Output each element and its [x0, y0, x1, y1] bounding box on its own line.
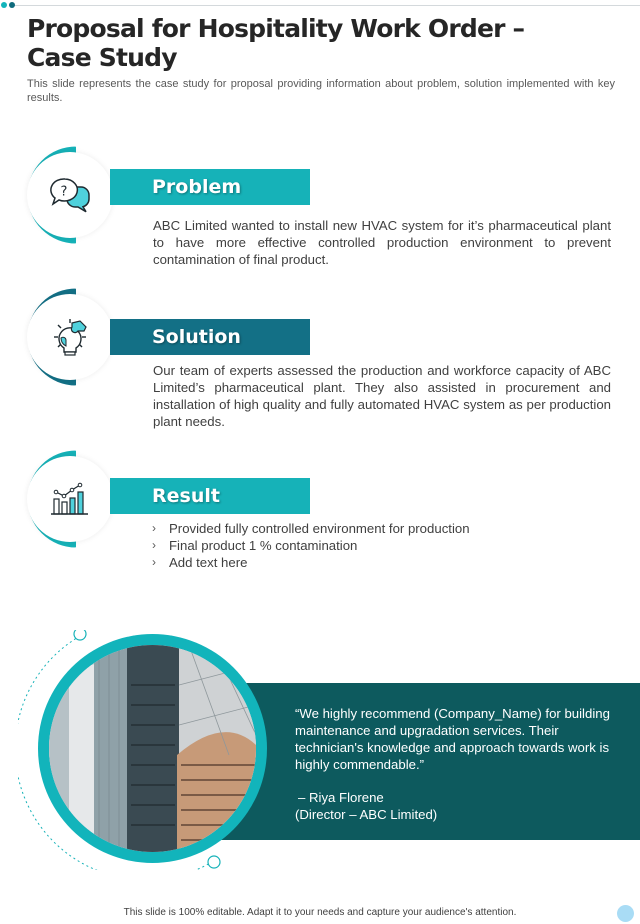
chevron-right-icon: › — [152, 538, 156, 552]
list-item — [152, 554, 612, 571]
bar-chart-growth-icon — [50, 481, 90, 517]
list-item — [152, 520, 612, 537]
speech-bubbles-question-icon — [49, 177, 91, 213]
svg-text:?: ? — [60, 184, 68, 200]
bullet-text: Final product 1 % contamination — [169, 538, 358, 553]
bullet-text: Provided fully controlled environment for production — [169, 521, 470, 536]
icon-circle — [27, 294, 113, 380]
decor-corner-dot — [617, 905, 634, 922]
section-body: Our team of experts assessed the production and workforce capacity of ABC Limited’s pharmaceutical plant. They also assisted in procurement and installation of high quality and fully automated HVAC system as per production plant needs. — [153, 363, 611, 429]
decor-dot — [1, 2, 7, 8]
lightbulb-puzzle-icon — [50, 317, 90, 357]
footer-note: This slide is 100% editable. Adapt it to your needs and capture your audience's attention. — [123, 907, 517, 918]
section-header-band — [110, 478, 310, 514]
result-bullet-list — [152, 520, 612, 571]
testimonial-author: – Riya Florene — [298, 790, 384, 805]
decor-dot — [9, 2, 15, 8]
icon-circle — [27, 152, 113, 238]
section-body: ABC Limited wanted to install new HVAC system for it’s pharmaceutical plant to have more effective controlled production environment to prevent contamination of final product. — [153, 218, 611, 267]
chevron-right-icon: › — [152, 521, 156, 535]
list-item — [152, 537, 612, 554]
city-skyscrapers-photo — [49, 645, 256, 852]
section-title: Solution — [152, 326, 241, 348]
section-header-band — [110, 319, 310, 355]
testimonial-quote: “We highly recommend (Company_Name) for building maintenance and upgradation services. Their technician's knowledge and approach towards work is highly commendable.” — [295, 706, 610, 772]
testimonial-role: (Director – ABC Limited) — [295, 807, 438, 822]
icon-circle — [27, 456, 113, 542]
section-title: Problem — [152, 176, 242, 198]
testimonial-photo-ring — [38, 634, 267, 863]
section-title: Result — [152, 485, 220, 507]
title-line-2: Case Study — [27, 43, 177, 72]
section-header-band — [110, 169, 310, 205]
title-line-1: Proposal for Hospitality Work Order – — [27, 14, 525, 43]
chevron-right-icon: › — [152, 555, 156, 569]
bullet-text: Add text here — [169, 555, 248, 570]
testimonial-attribution — [295, 789, 625, 823]
page-title — [27, 14, 587, 72]
top-rule — [14, 5, 640, 6]
page-subtitle: This slide represents the case study for proposal providing information about problem, solution implemented with key results. — [27, 78, 615, 104]
